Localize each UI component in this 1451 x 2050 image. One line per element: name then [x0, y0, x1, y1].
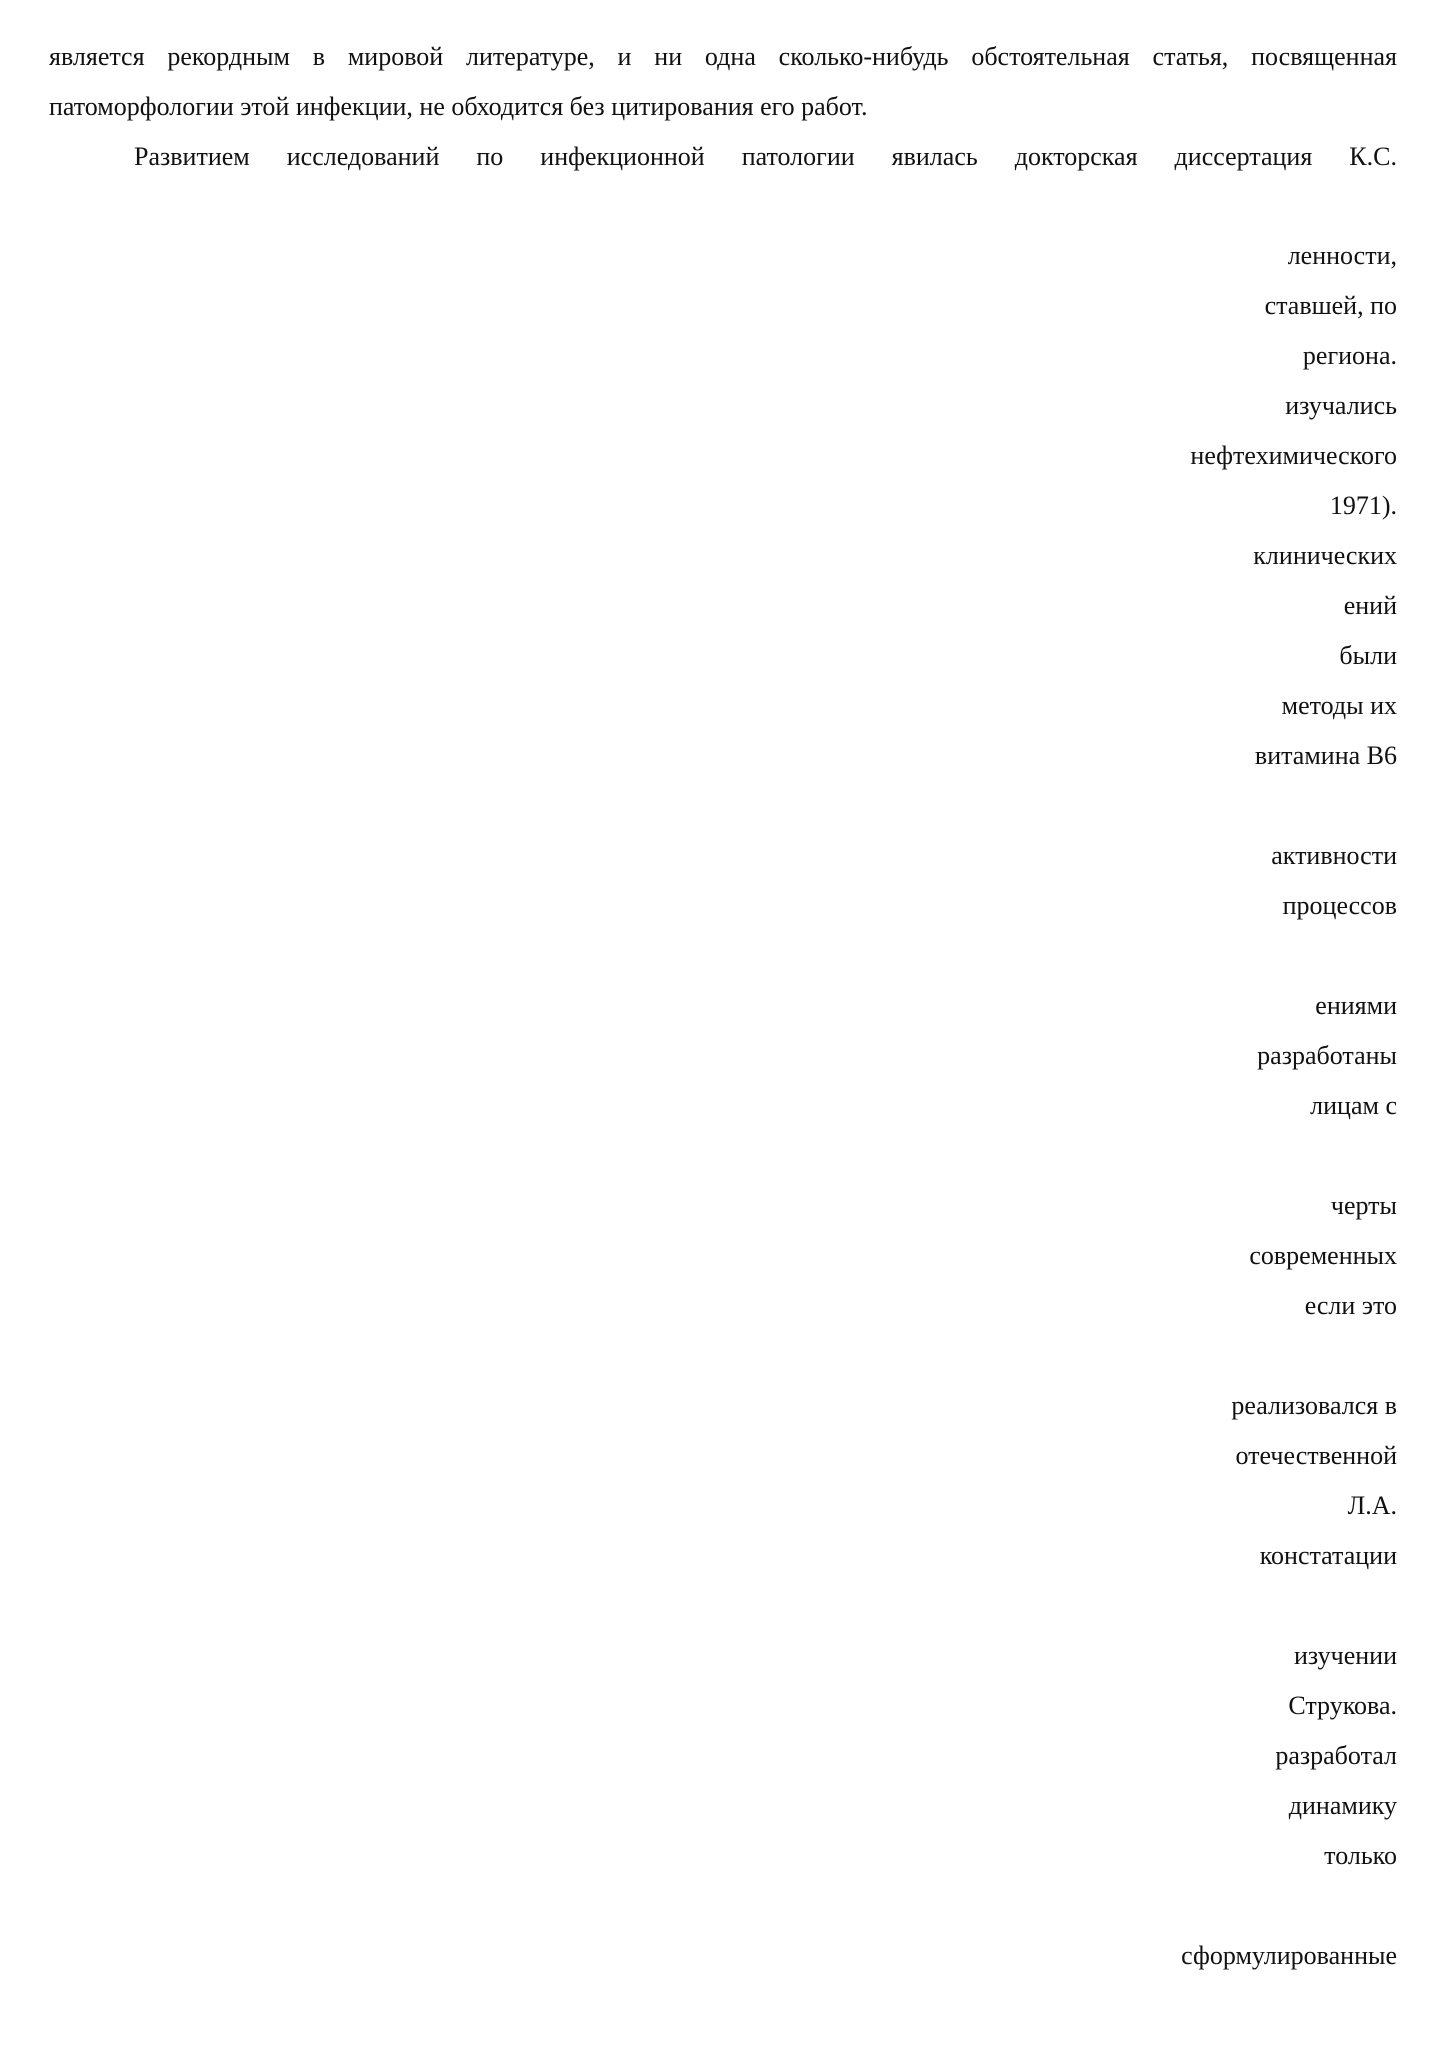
right-fragment-13: процессов [1282, 891, 1397, 920]
right-fragment-11: витамина В6 [1254, 741, 1397, 770]
right-fragment-12: активности [1271, 841, 1397, 870]
paragraph-top-line-2: патоморфологии этой инфекции, не обходится без цитирования его работ. [49, 92, 868, 121]
right-fragment-15: разработаны [1257, 1041, 1397, 1070]
right-fragment-24: изучении [1294, 1641, 1397, 1670]
right-fragment-20: реализовался в [1231, 1391, 1397, 1420]
right-fragment-6: 1971). [1329, 491, 1397, 520]
right-fragment-29: сформулированные [1181, 1941, 1397, 1970]
right-fragment-27: динамику [1288, 1791, 1397, 1820]
right-fragment-23: констатации [1259, 1541, 1397, 1570]
right-fragment-8: ений [1343, 591, 1397, 620]
right-fragment-2: ставшей, по [1264, 291, 1397, 320]
right-fragment-5: нефтехимического [1190, 441, 1397, 470]
right-fragment-18: современных [1249, 1241, 1397, 1270]
right-fragment-10: методы их [1281, 691, 1397, 720]
right-fragment-3: региона. [1302, 341, 1397, 370]
right-fragment-16: лицам с [1310, 1091, 1397, 1120]
paragraph-top-line-1: является рекордным в мировой литературе, и ни одна сколько-нибудь обстоятельная статья, посвященная [49, 42, 1397, 71]
paragraph-second-line-1: Развитием исследований по инфекционной патологии явилась докторская диссертация К.С. [134, 142, 1397, 171]
right-fragment-17: черты [1330, 1191, 1397, 1220]
right-fragment-1: ленности, [1287, 241, 1397, 270]
right-fragment-25: Струкова. [1288, 1691, 1397, 1720]
right-fragment-19: если это [1304, 1291, 1397, 1320]
right-fragment-4: изучались [1285, 391, 1397, 420]
right-fragment-28: только [1324, 1841, 1397, 1870]
right-fragment-14: ениями [1315, 991, 1397, 1020]
right-fragment-7: клинических [1253, 541, 1397, 570]
right-fragment-9: были [1339, 641, 1397, 670]
right-fragment-26: разработал [1275, 1741, 1397, 1770]
right-fragment-21: отечественной [1235, 1441, 1397, 1470]
right-fragment-22: Л.А. [1347, 1491, 1397, 1520]
